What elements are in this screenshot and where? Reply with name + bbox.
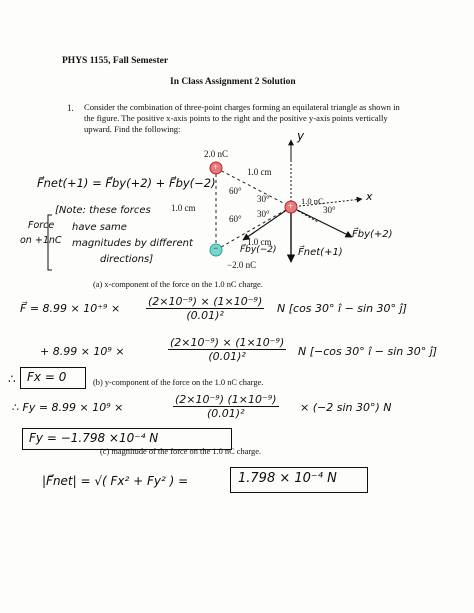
part-a-prompt: (a) x-component of the force on the 1.0 nC charge. <box>93 280 263 289</box>
force-by-plus2-label: F⃗by(+2) <box>352 229 393 240</box>
part-a-line1-numerator: (2×10⁻⁹) × (1×10⁻⁹) <box>148 295 263 308</box>
charge-right-label: 1.0 nC <box>301 196 324 206</box>
part-a-line1-denominator: (0.01)² <box>146 308 264 322</box>
part-c-prompt: (c) magnitude of the force on the 1.0 nC charge. <box>100 447 262 456</box>
problem-number: 1. <box>67 103 74 113</box>
force-by-plus2-arrow <box>291 207 352 237</box>
problem-line-2: the figure. The positive x-axis points to the right and the positive y-axis points vertically <box>84 113 388 123</box>
angle-left-label: 60° <box>229 214 242 224</box>
part-a-line2-denominator: (0.01)² <box>168 349 286 363</box>
part-b-line1-suffix: × (−2 sin 30°) N <box>300 401 392 414</box>
distance-top-label: 1.0 cm <box>247 167 272 177</box>
charge-bottom-sign: − <box>213 243 219 253</box>
distance-bottom-label: 1.0 cm <box>247 237 272 247</box>
part-c-equation: |F⃗net| = √( Fx² + Fy² ) = <box>42 474 189 488</box>
part-a-answer: Fx = 0 <box>27 370 67 384</box>
part-b-line1-prefix: ∴ Fy = 8.99 × 10⁹ × <box>12 401 124 414</box>
problem-line-1: Consider the combination of three-point charges forming an equilateral triangle as shown in <box>84 102 400 112</box>
angle-30-lower: 30° <box>257 209 270 219</box>
charge-top-label: 2.0 nC <box>204 149 229 159</box>
part-b-line1-fraction <box>173 393 279 420</box>
part-b-answer: Fy = −1.798 ×10⁻⁴ N <box>29 431 159 445</box>
part-c-answer: 1.798 × 10⁻⁴ N <box>238 471 337 486</box>
y-axis-label: y <box>297 129 305 143</box>
charge-bottom-label: −2.0 nC <box>227 260 257 270</box>
force-on-label-2: on +1nC <box>20 235 62 246</box>
course-header: PHYS 1155, Fall Semester <box>62 56 169 66</box>
problem-line-3: upward. Find the following: <box>84 124 181 134</box>
part-a-therefore: ∴ <box>8 372 16 386</box>
note-line-1: [Note: these forces <box>55 205 151 216</box>
part-c-answer-box <box>230 467 368 493</box>
angle-30-upper: 30° <box>257 194 270 204</box>
part-b-line1-denominator: (0.01)² <box>173 406 279 420</box>
net-force-label: F⃗net(+1) <box>298 247 343 258</box>
part-b-line1-numerator: (2×10⁻⁹) (1×10⁻⁹) <box>175 393 277 406</box>
force-on-label-1: Force <box>28 220 55 231</box>
part-a-line1-suffix: N [cos 30° î − sin 30° ĵ] <box>277 302 407 315</box>
part-a-answer-box <box>20 367 86 389</box>
x-axis-label: x <box>366 190 373 203</box>
part-a-line2-numerator: (2×10⁻⁹) × (1×10⁻⁹) <box>170 336 285 349</box>
part-a-line2-suffix: N [−cos 30° î − sin 30° ĵ] <box>298 345 438 358</box>
angle-30-right: 30° <box>323 205 336 215</box>
angle-top-label: 60° <box>229 186 242 196</box>
note-line-4: directions] <box>100 254 154 265</box>
charge-top-sign: + <box>213 162 219 172</box>
part-a-line1-prefix: F⃗ = 8.99 × 10⁺⁹ × <box>20 302 121 315</box>
note-line-3: magnitudes by different <box>72 238 193 249</box>
part-a-line2-fraction <box>168 336 286 363</box>
part-a-line1-fraction <box>146 295 264 322</box>
force-by-minus2-label: F⃗by(−2) <box>240 245 277 255</box>
distance-left-label: 1.0 cm <box>171 203 196 213</box>
part-b-prompt: (b) y-component of the force on the 1.0 nC charge. <box>93 378 264 387</box>
assignment-title: In Class Assignment 2 Solution <box>170 77 296 87</box>
charge-right-sign: + <box>288 201 294 211</box>
part-a-line2-prefix: + 8.99 × 10⁹ × <box>40 345 125 358</box>
note-line-2: have same <box>72 222 127 233</box>
net-force-equation: F⃗net(+1) = F⃗by(+2) + F⃗by(−2) <box>37 176 216 190</box>
